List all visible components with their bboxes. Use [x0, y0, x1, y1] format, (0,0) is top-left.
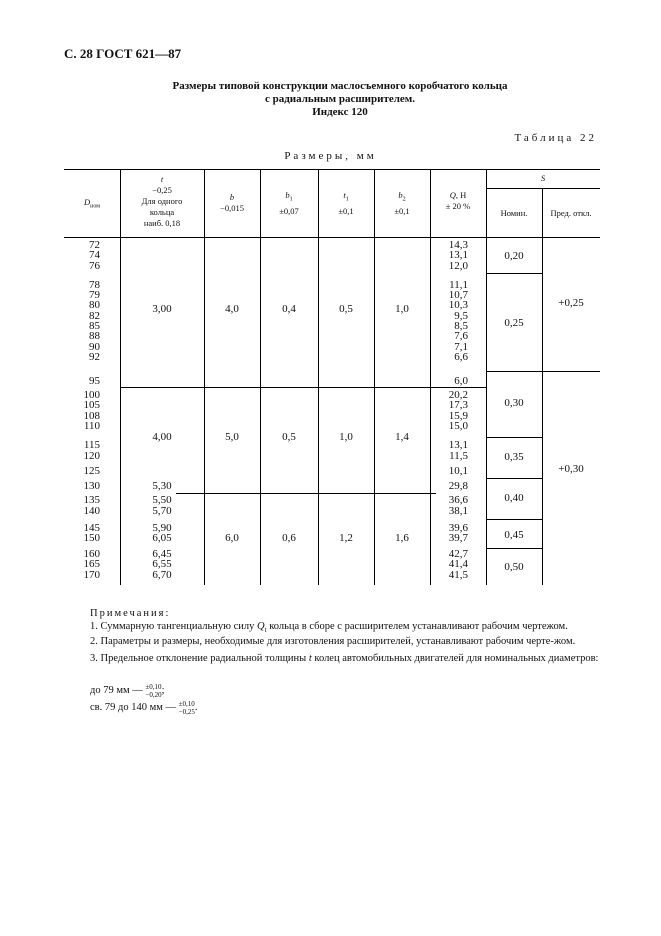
- note-3: 3. Предельное отклонение радиальной толщины t колец автомобильных двигателей для номинальных диаметров:: [90, 652, 599, 664]
- s-nominal-1: 0,20: [504, 250, 524, 262]
- dnom-cell: 72: [89, 239, 100, 251]
- col-rule-7: [486, 169, 487, 585]
- dnom-cell: 76: [89, 260, 100, 272]
- q-cell: 9,5: [454, 310, 468, 322]
- dnom-cell: 165: [83, 558, 100, 570]
- q-cell: 10,1: [448, 465, 468, 477]
- table-number: Таблица 22: [514, 132, 597, 144]
- t-group3-cell: 5,30: [152, 480, 172, 492]
- rule-s-5: [486, 519, 542, 520]
- q-cell: 14,3: [448, 239, 468, 251]
- rule-top: [64, 169, 600, 170]
- rule-header-bottom: [64, 237, 600, 238]
- dnom-cell: 115: [83, 439, 100, 451]
- dnom-cell: 90: [89, 341, 100, 353]
- page-header: С. 28 ГОСТ 621—87: [64, 46, 182, 61]
- col-rule-5: [374, 169, 375, 585]
- q-cell: 20,2: [448, 389, 468, 401]
- table-title-line2: с радиальным расширителем.: [264, 93, 416, 105]
- note-2: 2. Параметры и размеры, необходимые для изготовления расширителей, устанавливают рабочим черте-жом.: [90, 636, 576, 648]
- notes: [90, 608, 600, 665]
- q-cell: 8,5: [454, 320, 468, 332]
- q-cell: 10,7: [448, 289, 468, 301]
- dnom-cell: 120: [83, 450, 100, 462]
- s-deviation-2: +0,30: [558, 463, 584, 475]
- t1-group2: 1,0: [339, 431, 353, 443]
- header-b1: $b_1$ ±0,07: [279, 190, 299, 216]
- q-cell: 11,1: [449, 279, 468, 291]
- rule-s-6: [486, 548, 542, 549]
- q-cell: 39,7: [448, 532, 468, 544]
- q-cell: 15,9: [448, 410, 468, 422]
- q-cell: 6,6: [454, 351, 468, 363]
- dnom-cell: 100: [83, 389, 100, 401]
- rule-s-2: [486, 371, 542, 372]
- col-rule-4: [318, 169, 319, 585]
- note-1: 1. Суммарную тангенциальную силу $Q_t$ кольца в сборе с расширителем устанавливают рабочим чертежом.: [90, 620, 568, 634]
- rule-s-1: [486, 273, 542, 274]
- dnom-cell: 88: [89, 330, 100, 342]
- header-b2: $b_2$ ±0,1: [394, 190, 410, 216]
- tolerance-1: до 79 мм — ±0,10 −0,20 ;: [90, 683, 165, 699]
- t-group3-cell: 6,70: [152, 569, 172, 581]
- t-group3-cell: 6,55: [152, 558, 172, 570]
- rule-s-header: [486, 188, 600, 189]
- header-t: t −0,25 Для одного кольца наиб. 0,18: [141, 174, 183, 228]
- q-cell: 41,4: [448, 558, 468, 570]
- b2-group1: 1,0: [395, 303, 409, 315]
- b2-group2: 1,4: [395, 431, 409, 443]
- table-title-index: Индекс 120: [312, 106, 368, 118]
- col-rule-2: [204, 169, 205, 585]
- t-group1: 3,00: [152, 303, 172, 315]
- dnom-cell: 160: [83, 548, 100, 560]
- dnom-cell: 140: [83, 505, 100, 517]
- q-cell: 13,1: [448, 439, 468, 451]
- header-dnom: $D_{ном}$: [83, 197, 101, 210]
- dnom-cell: 74: [89, 249, 100, 261]
- t1-group1: 0,5: [339, 303, 353, 315]
- q-cell: 29,8: [448, 480, 468, 492]
- dnom-cell: 85: [89, 320, 100, 332]
- dnom-cell: 108: [83, 410, 100, 422]
- q-cell: 12,0: [448, 260, 468, 272]
- dnom-cell: 95: [89, 375, 100, 387]
- header-s-deviation: Пред. откл.: [550, 208, 592, 218]
- q-cell: 17,3: [448, 399, 468, 411]
- q-cell: 10,3: [448, 299, 468, 311]
- b2-group3: 1,6: [395, 532, 409, 544]
- q-cell: 7,6: [454, 330, 468, 342]
- q-cell: 42,7: [448, 548, 468, 560]
- b1-group3: 0,6: [282, 532, 296, 544]
- dnom-cell: 78: [89, 279, 100, 291]
- s-nominal-2: 0,25: [504, 317, 524, 329]
- q-cell: 6,0: [454, 375, 468, 387]
- q-cell: 11,5: [449, 450, 468, 462]
- t-group2: 4,00: [152, 431, 172, 443]
- rule-s-4: [486, 478, 542, 479]
- dnom-cell: 125: [83, 465, 100, 477]
- q-cell: 13,1: [448, 249, 468, 261]
- b1-group1: 0,4: [282, 303, 296, 315]
- t-group3-cell: 6,45: [152, 548, 172, 560]
- s-nominal-4: 0,35: [504, 451, 524, 463]
- table-title-line1: Размеры типовой конструкции маслосъемного коробчатого кольца: [172, 80, 508, 92]
- rule-group2-end: [176, 493, 436, 494]
- dnom-cell: 145: [83, 522, 100, 534]
- rule-s-3: [486, 437, 542, 438]
- dnom-cell: 130: [83, 480, 100, 492]
- units-caption: Размеры, мм: [284, 150, 377, 162]
- header-b: b −0,015: [220, 192, 244, 213]
- dnom-cell: 110: [83, 420, 100, 432]
- t-group3-cell: 6,05: [152, 532, 172, 544]
- t1-group3: 1,2: [339, 532, 353, 544]
- s-nominal-3: 0,30: [504, 397, 524, 409]
- dnom-cell: 79: [89, 289, 100, 301]
- t-group3-cell: 5,50: [152, 494, 172, 506]
- header-s-nominal: Номин.: [500, 208, 528, 218]
- q-cell: 36,6: [448, 494, 468, 506]
- q-cell: 38,1: [448, 505, 468, 517]
- b-group3: 6,0: [225, 532, 239, 544]
- q-cell: 39,6: [448, 522, 468, 534]
- s-nominal-7: 0,50: [504, 561, 524, 573]
- s-nominal-5: 0,40: [504, 492, 524, 504]
- t-group3-cell: 5,90: [152, 522, 172, 534]
- tolerance-2: св. 79 до 140 мм — ±0,10 −0,25 .: [90, 700, 198, 716]
- q-cell: 7,1: [454, 341, 468, 353]
- q-cell: 15,0: [448, 420, 468, 432]
- rule-dev-split: [542, 371, 600, 372]
- header-t1: $t_1$ ±0,1: [338, 190, 354, 216]
- notes-heading: Примечания:: [90, 608, 171, 619]
- header-s: S: [540, 173, 546, 183]
- rule-group1-end: [120, 387, 486, 388]
- dnom-cell: 105: [83, 399, 100, 411]
- col-rule-3: [260, 169, 261, 585]
- dnom-cell: 92: [89, 351, 100, 363]
- s-nominal-6: 0,45: [504, 529, 524, 541]
- header-q: Q, Н ± 20 %: [445, 190, 471, 211]
- col-rule-8: [542, 188, 543, 585]
- dnom-cell: 82: [89, 310, 100, 322]
- q-cell: 41,5: [448, 569, 468, 581]
- dnom-cell: 135: [83, 494, 100, 506]
- t-group3-cell: 5,70: [152, 505, 172, 517]
- col-rule-1: [120, 169, 121, 585]
- b1-group2: 0,5: [282, 431, 296, 443]
- b-group1: 4,0: [225, 303, 239, 315]
- dnom-cell: 80: [89, 299, 100, 311]
- dnom-cell: 150: [83, 532, 100, 544]
- col-rule-6: [430, 169, 431, 585]
- b-group2: 5,0: [225, 431, 239, 443]
- dnom-cell: 170: [83, 569, 100, 581]
- s-deviation-1: +0,25: [558, 297, 584, 309]
